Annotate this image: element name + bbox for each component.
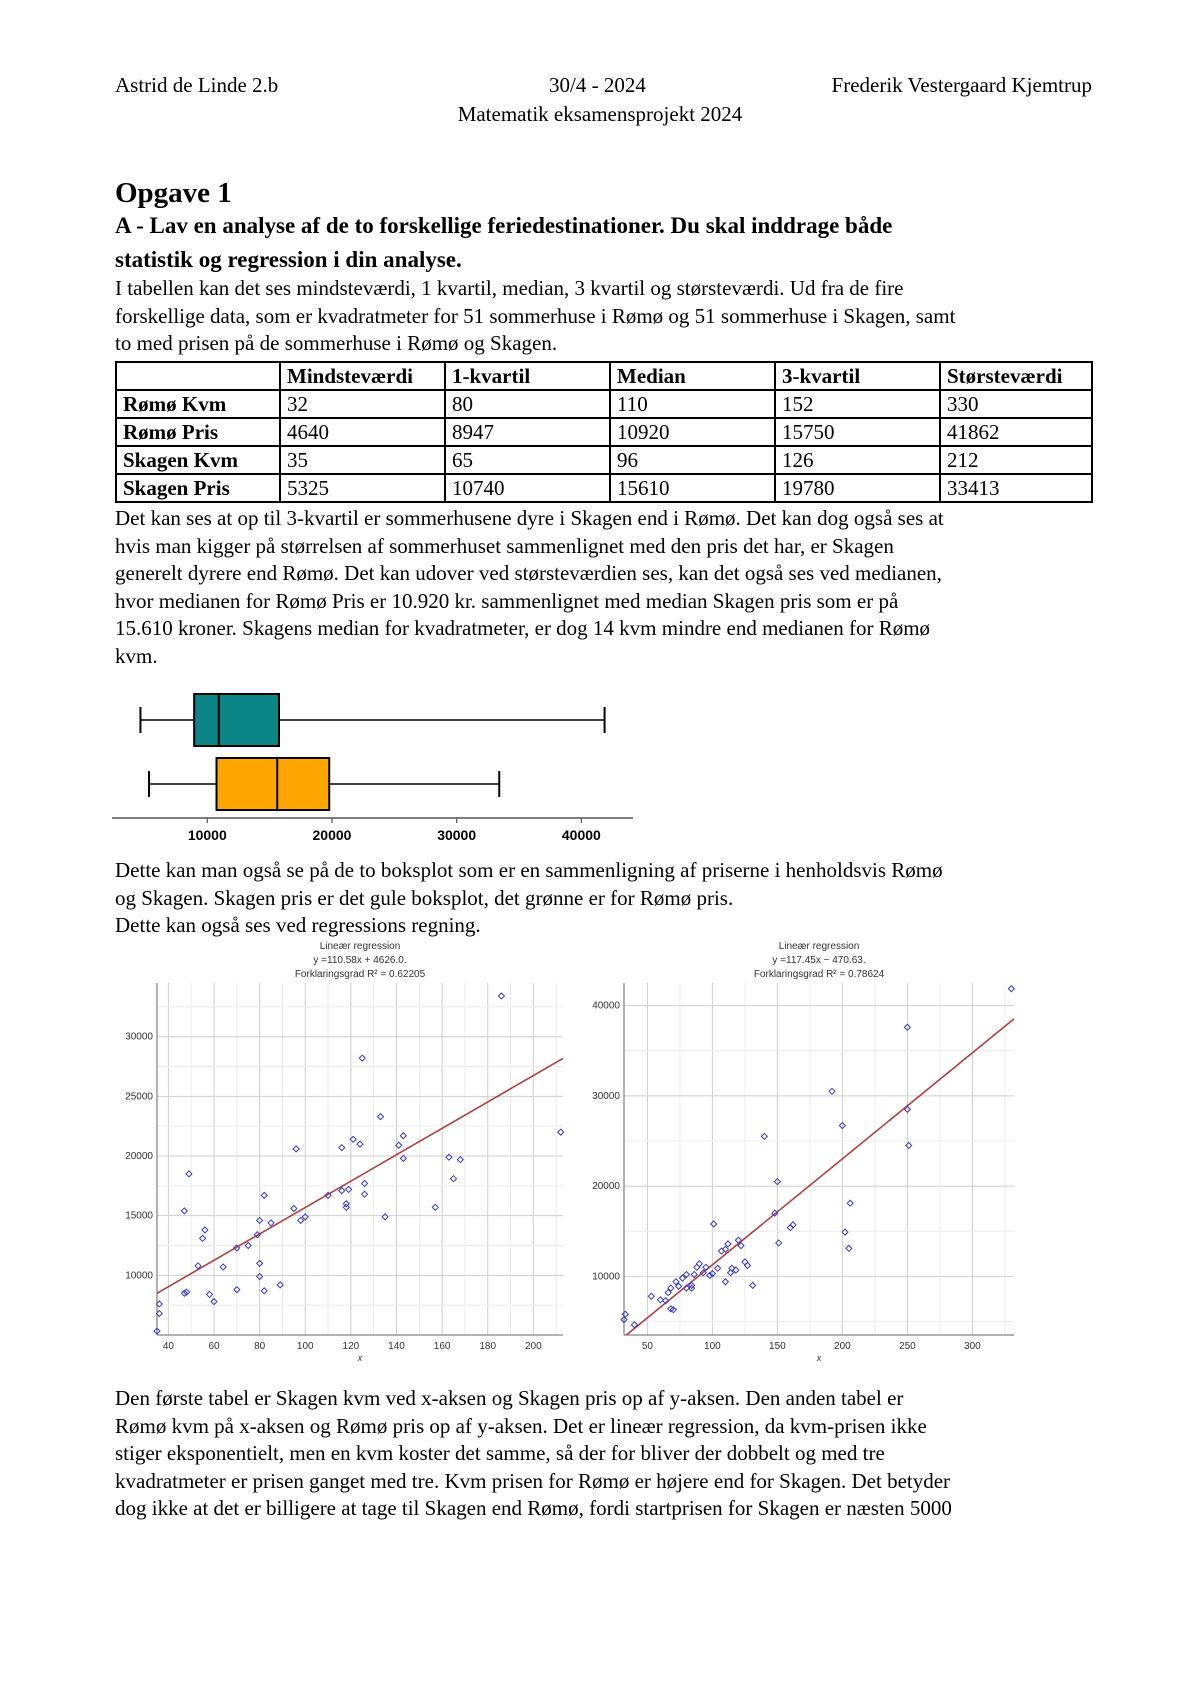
intro-paragraph [115, 275, 955, 358]
x-tick-label: 100 [704, 1341, 721, 1352]
table-cell: 33413 [940, 474, 1092, 502]
boxplot-x-tick-label: 10000 [187, 827, 227, 843]
table-cell: 41862 [940, 418, 1092, 446]
x-tick-label: 150 [769, 1341, 786, 1352]
data-point [202, 1227, 208, 1233]
y-tick-label: 30000 [592, 1090, 620, 1102]
data-point [298, 1217, 304, 1223]
table-header-row [116, 362, 1092, 390]
table-cell: 8947 [445, 418, 610, 446]
boxplot-line: og Skagen. Skagen pris er det gule boksplot, det grønne er for Rømø pris. [115, 885, 734, 910]
table-header-cell: 1-kvartil [445, 362, 610, 390]
quartile-table [115, 361, 1093, 503]
data-point [432, 1204, 438, 1210]
boxplot-x-tick-label: 30000 [437, 827, 477, 843]
data-point [745, 1263, 751, 1269]
table-row-label: Skagen Pris [116, 474, 280, 502]
data-point [829, 1088, 835, 1094]
y-tick-label: 20000 [125, 1151, 153, 1163]
data-point [457, 1157, 463, 1163]
data-point [498, 993, 504, 999]
x-tick-label: 300 [964, 1341, 981, 1352]
data-point [261, 1192, 267, 1198]
table-header-cell [116, 362, 280, 390]
table-cell: 32 [280, 390, 445, 418]
analysis-line: 15.610 kroner. Skagens median for kvadratmeter, er dog 14 kvm mindre end medianen for Rømø [115, 616, 931, 640]
conclusion-line: kvadratmeter er prisen ganget med tre. Kvm prisen for Rømø er højere end for Skagen. Det betyder [115, 1468, 951, 1493]
analysis-line: kvm. [115, 643, 158, 668]
analysis-paragraph [115, 505, 944, 670]
table-cell: 330 [940, 390, 1092, 418]
x-tick-label: 100 [296, 1341, 314, 1352]
table-cell: 152 [775, 390, 940, 418]
table-header-cell: Mindsteværdi [280, 362, 445, 390]
y-tick-label: 25000 [125, 1091, 153, 1103]
boxplot-box [194, 694, 279, 746]
analysis-line: generelt dyrere end Rømø. Det kan udover ved størsteværdien ses, kan det også ses ved medianen, [115, 561, 942, 585]
chart-equation: y =110.58x + 4626.0. [313, 955, 407, 966]
header-date: 30/4 - 2024 [549, 73, 646, 97]
data-point [220, 1264, 226, 1270]
x-tick-label: 120 [342, 1341, 360, 1352]
table-row-label: Skagen Kvm [116, 446, 280, 474]
boxplot-paragraph [115, 857, 943, 940]
data-point [761, 1133, 767, 1139]
boxplot-box [217, 758, 330, 810]
table-cell: 126 [775, 446, 940, 474]
data-point [846, 1245, 852, 1251]
data-point [648, 1293, 654, 1299]
data-point [1008, 986, 1014, 992]
data-point [261, 1288, 267, 1294]
conclusion-line: Rømø kvm på x-aksen og Rømø pris op af y-aksen. Det er lineær regression, da kvm-prisen ikke [115, 1413, 927, 1438]
table-header-cell: Størsteværdi [940, 362, 1092, 390]
data-point [382, 1214, 388, 1220]
x-tick-label: 140 [388, 1341, 405, 1352]
data-point [446, 1154, 452, 1160]
data-point [181, 1208, 187, 1214]
table-cell: 10740 [445, 474, 610, 502]
data-point [378, 1114, 384, 1120]
table-row [116, 418, 1092, 446]
data-point [558, 1129, 564, 1135]
table-cell: 19780 [775, 474, 940, 502]
data-point [696, 1261, 702, 1267]
table-cell: 110 [610, 390, 775, 418]
x-tick-label: 200 [525, 1341, 542, 1352]
data-point [339, 1145, 345, 1151]
boxplot-x-tick-label: 20000 [312, 827, 352, 843]
data-point [750, 1282, 756, 1288]
x-tick-label: 180 [479, 1341, 497, 1352]
conclusion-line: stiger eksponentielt, men en kvm koster det samme, så der for bliver der dobbelt og med tre [115, 1441, 885, 1465]
data-point [657, 1297, 663, 1303]
x-tick-label: 40 [162, 1341, 174, 1352]
section-heading: Opgave 1 [115, 177, 232, 209]
table-cell: 15750 [775, 418, 940, 446]
y-tick-label: 40000 [592, 1000, 620, 1012]
task-line-1: A - Lav en analyse af de to forskellige feriedestinationer. Du skal inddrage både [115, 213, 893, 238]
data-point [715, 1265, 721, 1271]
y-tick-label: 30000 [125, 1031, 153, 1043]
boxplot-line: Dette kan man også se på de to boksplot som er en sammenligning af priserne i henholdsvis Rømø [115, 858, 943, 882]
table-row [116, 446, 1092, 474]
table-row [116, 390, 1092, 418]
table-cell: 212 [940, 446, 1092, 474]
data-point [400, 1133, 406, 1139]
intro-line: forskellige data, som er kvadratmeter for 51 sommerhuse i Rømø og 51 sommerhuse i Skagen, samt [115, 303, 956, 328]
header-subtitle: Matematik eksamensprojekt 2024 [457, 102, 743, 126]
intro-line: to med prisen på de sommerhuse i Rømø og Skagen. [115, 331, 558, 355]
price-boxplot-chart [110, 680, 640, 855]
analysis-line: hvis man kigger på størrelsen af sommerhuset sammenlignet med den pris det har, er Skagen [115, 533, 894, 558]
conclusion-line: dog ikke at det er billigere at tage til Skagen end Rømø, fordi startprisen for Skagen er næsten 5000 [115, 1496, 952, 1520]
x-tick-label: 250 [899, 1341, 916, 1352]
table-row-label: Rømø Kvm [116, 390, 280, 418]
conclusion-line: Den første tabel er Skagen kvm ved x-aksen og Skagen pris op af y-aksen. Den anden tabel er [115, 1386, 904, 1410]
intro-line: I tabellen kan det ses mindsteværdi, 1 kvartil, median, 3 kvartil og størsteværdi. Ud fra de fire [115, 276, 904, 300]
analysis-line: hvor medianen for Rømø Pris er 10.920 kr. sammenlignet med median Skagen pris som er på [115, 588, 899, 613]
x-tick-label: 60 [208, 1341, 220, 1352]
y-tick-label: 10000 [592, 1271, 620, 1283]
x-axis-label: x [816, 1353, 822, 1363]
regression-line [157, 1058, 563, 1293]
table-cell: 10920 [610, 418, 775, 446]
romo-regression-chart [580, 935, 1020, 1365]
data-point [451, 1176, 457, 1182]
skagen-regression-chart [115, 935, 570, 1365]
table-cell: 5325 [280, 474, 445, 502]
data-point [362, 1191, 368, 1197]
data-point [206, 1291, 212, 1297]
conclusion-paragraph [115, 1385, 952, 1523]
data-point [842, 1229, 848, 1235]
x-axis-label: x [357, 1353, 363, 1363]
data-point [200, 1235, 206, 1241]
boxplot-line: Dette kan også ses ved regressions regning. [115, 913, 481, 937]
x-tick-label: 80 [254, 1341, 266, 1352]
chart-equation: y =117.45x − 470.63. [772, 955, 866, 966]
analysis-line: Det kan ses at op til 3-kvartil er sommerhusene dyre i Skagen end i Rømø. Det kan dog også ses at [115, 506, 944, 530]
data-point [359, 1055, 365, 1061]
chart-title: Lineær regression [319, 941, 401, 952]
chart-title: Lineær regression [778, 941, 860, 952]
table-cell: 35 [280, 446, 445, 474]
y-tick-label: 20000 [592, 1181, 620, 1193]
data-point [722, 1279, 728, 1285]
x-tick-label: 200 [834, 1341, 851, 1352]
header-author-left: Astrid de Linde 2.b [115, 73, 279, 97]
table-cell: 4640 [280, 418, 445, 446]
x-tick-label: 50 [641, 1341, 653, 1352]
data-point [906, 1142, 912, 1148]
data-point [725, 1241, 731, 1247]
table-header-cell: 3-kvartil [775, 362, 940, 390]
table-row-label: Rømø Pris [116, 418, 280, 446]
y-tick-label: 10000 [125, 1270, 153, 1282]
data-point [293, 1146, 299, 1152]
table-row [116, 474, 1092, 502]
chart-r2: Forklaringsgrad R² = 0.62205 [294, 969, 426, 980]
table-cell: 80 [445, 390, 610, 418]
table-header-cell: Median [610, 362, 775, 390]
data-point [291, 1206, 297, 1212]
table-cell: 96 [610, 446, 775, 474]
table-cell: 15610 [610, 474, 775, 502]
table-cell: 65 [445, 446, 610, 474]
chart-r2: Forklaringsgrad R² = 0.78624 [753, 969, 885, 980]
data-point [622, 1311, 628, 1317]
data-point [711, 1221, 717, 1227]
data-point [694, 1264, 700, 1270]
data-point [847, 1200, 853, 1206]
boxplot-x-tick-label: 40000 [561, 827, 601, 843]
data-point [268, 1220, 274, 1226]
x-tick-label: 160 [433, 1341, 451, 1352]
data-point [357, 1141, 363, 1147]
y-tick-label: 15000 [125, 1210, 153, 1222]
data-point [776, 1240, 782, 1246]
header-author-right: Frederik Vestergaard Kjemtrup [831, 73, 1092, 97]
task-line-2: statistik og regression i din analyse. [115, 247, 462, 272]
